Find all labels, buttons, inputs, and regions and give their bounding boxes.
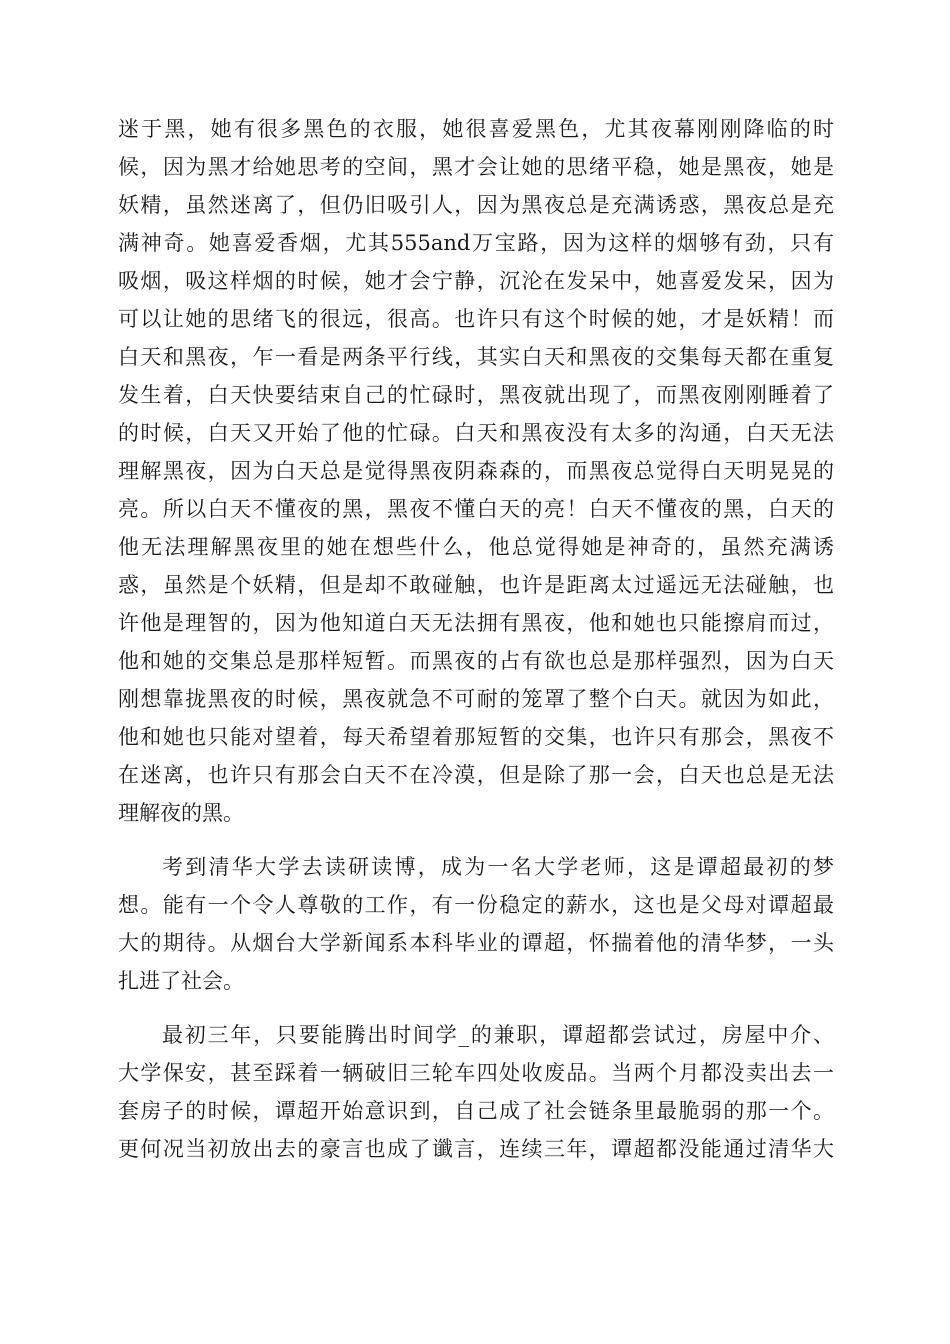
text-line: 满神奇。她喜爱香烟，尤其555and万宝路，因为这样的烟够有劲，只有 bbox=[118, 231, 834, 255]
text-line: 理解黑夜，因为白天总是觉得黑夜阴森森的，而黑夜总觉得白天明晃晃的 bbox=[118, 459, 834, 483]
paragraph bbox=[118, 848, 834, 1000]
text-line: 扎进了社会。 bbox=[118, 969, 244, 993]
text-line: 最初三年，只要能腾出时间学_的兼职，谭超都尝试过，房屋中介、 bbox=[162, 1023, 834, 1047]
text-line: 白天和黑夜，乍一看是两条平行线，其实白天和黑夜的交集每天都在重复 bbox=[118, 345, 834, 369]
text-line: 考到清华大学去读研读博，成为一名大学老师，这是谭超最初的梦 bbox=[162, 855, 834, 879]
paragraph bbox=[118, 1016, 834, 1168]
text-line: 在迷离，也许只有那会白天不在冷漠，但是除了那一会，白天也总是无法 bbox=[118, 763, 834, 787]
text-line: 大学保安，甚至踩着一辆破旧三轮车四处收废品。当两个月都没卖出去一 bbox=[118, 1061, 834, 1085]
text-line: 许他是理智的，因为他知道白天无法拥有黑夜，他和她也只能擦肩而过， bbox=[118, 611, 834, 635]
text-line: 套房子的时候，谭超开始意识到，自己成了社会链条里最脆弱的那一个。 bbox=[118, 1099, 834, 1123]
document-body bbox=[118, 110, 834, 1184]
text-line: 亮。所以白天不懂夜的黑，黑夜不懂白天的亮！白天不懂夜的黑，白天的 bbox=[118, 497, 834, 521]
text-line: 想。能有一个令人尊敬的工作，有一份稳定的薪水，这也是父母对谭超最 bbox=[118, 893, 834, 917]
paragraph bbox=[118, 110, 834, 832]
text-line: 他和她也只能对望着，每天希望着那短暂的交集，也许只有那会，黑夜不 bbox=[118, 725, 834, 749]
text-line: 刚想靠拢黑夜的时候，黑夜就急不可耐的笼罩了整个白天。就因为如此， bbox=[118, 687, 834, 711]
text-line: 大的期待。从烟台大学新闻系本科毕业的谭超，怀揣着他的清华梦，一头 bbox=[118, 931, 834, 955]
text-line: 惑，虽然是个妖精，但是却不敢碰触，也许是距离太过遥远无法碰触，也 bbox=[118, 573, 834, 597]
text-line: 迷于黑，她有很多黑色的衣服，她很喜爱黑色，尤其夜幕刚刚降临的时 bbox=[118, 117, 834, 141]
text-line: 候，因为黑才给她思考的空间，黑才会让她的思绪平稳，她是黑夜，她是 bbox=[118, 155, 834, 179]
text-line: 理解夜的黑。 bbox=[118, 801, 244, 825]
text-line: 他和她的交集总是那样短暂。而黑夜的占有欲也总是那样强烈，因为白天 bbox=[118, 649, 834, 673]
text-line: 他无法理解黑夜里的她在想些什么，他总觉得她是神奇的，虽然充满诱 bbox=[118, 535, 834, 559]
text-line: 的时候，白天又开始了他的忙碌。白天和黑夜没有太多的沟通，白天无法 bbox=[118, 421, 834, 445]
text-line: 妖精，虽然迷离了，但仍旧吸引人，因为黑夜总是充满诱惑，黑夜总是充 bbox=[118, 193, 834, 217]
text-line: 吸烟，吸这样烟的时候，她才会宁静，沉沦在发呆中，她喜爱发呆，因为 bbox=[118, 269, 834, 293]
text-line: 发生着，白天快要结束自己的忙碌时，黑夜就出现了，而黑夜刚刚睡着了 bbox=[118, 383, 834, 407]
text-line: 更何况当初放出去的豪言也成了谶言，连续三年，谭超都没能通过清华大 bbox=[118, 1137, 834, 1161]
text-line: 可以让她的思绪飞的很远，很高。也许只有这个时候的她，才是妖精！而 bbox=[118, 307, 834, 331]
